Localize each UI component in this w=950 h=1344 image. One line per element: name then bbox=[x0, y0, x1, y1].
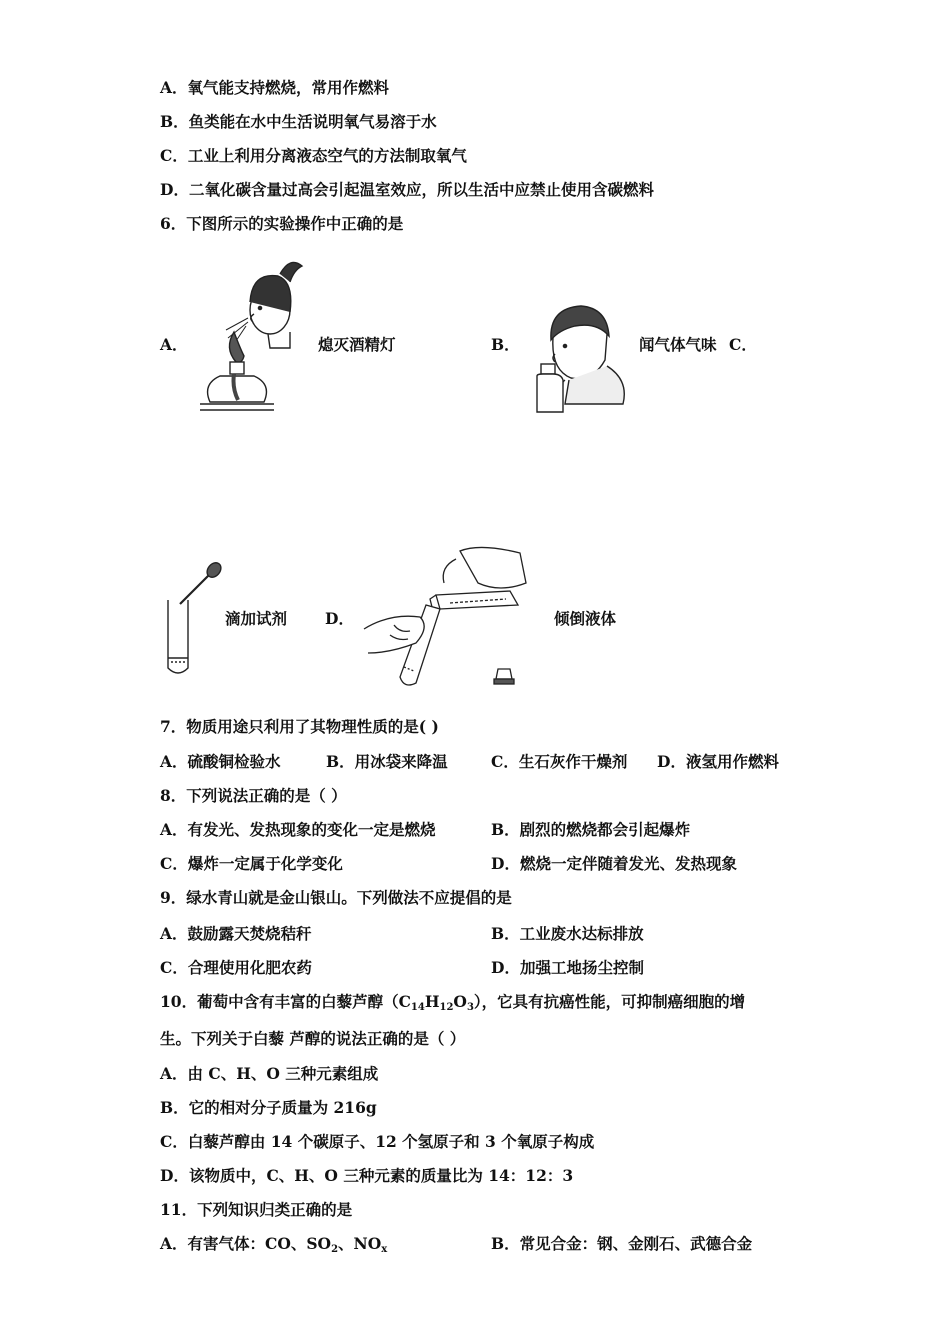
q10-sub-h: 12 bbox=[439, 1002, 454, 1013]
q11-stem: 11．下列知识归类正确的是 bbox=[160, 1200, 353, 1219]
q11-option-b: B．常见合金：钢、金刚石、武德合金 bbox=[491, 1234, 753, 1253]
q11-a-mid: 、NO bbox=[338, 1234, 382, 1253]
q6-b-letter: B． bbox=[491, 335, 520, 354]
q8-option-b: B．剧烈的燃烧都会引起爆炸 bbox=[491, 820, 691, 839]
q6-d-caption: 倾倒液体 bbox=[554, 609, 617, 628]
q10-stem-pre: 10．葡萄中含有丰富的白藜芦醇（C bbox=[160, 992, 411, 1011]
q6-c-letter: C． bbox=[729, 335, 757, 354]
q8-option-a: A．有发光、发热现象的变化一定是燃烧 bbox=[160, 820, 436, 839]
q7-option-a: A．硫酸铜检验水 bbox=[160, 752, 281, 771]
q8-option-c: C．爆炸一定属于化学变化 bbox=[160, 854, 343, 873]
q7-option-b: B．用冰袋来降温 bbox=[326, 752, 448, 771]
q6-stem: 6．下图所示的实验操作中正确的是 bbox=[160, 214, 404, 233]
q6-d-letter: D． bbox=[325, 609, 354, 628]
alcohol-lamp-blowing-figure bbox=[190, 252, 310, 417]
dropper-test-tube-figure bbox=[160, 560, 222, 680]
q9-stem: 9．绿水青山就是金山银山。下列做法不应提倡的是 bbox=[160, 888, 512, 907]
q6-b-caption: 闻气体气味 bbox=[639, 335, 717, 354]
q5-option-a: A．氧气能支持燃烧，常用作燃料 bbox=[160, 78, 390, 97]
smelling-gas-figure bbox=[535, 300, 630, 415]
q10-sub-o: 3 bbox=[466, 1002, 474, 1013]
q9-option-a: A．鼓励露天焚烧秸秆 bbox=[160, 924, 312, 943]
q11-a-pre: A．有害气体：CO、SO bbox=[160, 1234, 332, 1253]
q10-stem bbox=[160, 992, 745, 1012]
pouring-liquid-figure bbox=[360, 543, 530, 693]
q10-h: H bbox=[424, 992, 440, 1011]
q10-option-a: A．由 C、H、O 三种元素组成 bbox=[160, 1064, 379, 1083]
q10-stem-post: ），它具有抗癌性能，可抑制癌细胞的增 bbox=[473, 992, 746, 1011]
q10-o: O bbox=[453, 992, 467, 1011]
q9-option-b: B．工业废水达标排放 bbox=[491, 924, 644, 943]
q6-a-letter: A． bbox=[160, 335, 188, 354]
q5-option-c: C．工业上利用分离液态空气的方法制取氧气 bbox=[160, 146, 467, 165]
q7-option-c: C．生石灰作干燥剂 bbox=[491, 752, 628, 771]
q6-a-caption: 熄灭酒精灯 bbox=[318, 335, 396, 354]
q7-option-d: D．液氢用作燃料 bbox=[657, 752, 779, 771]
q10-stem-line2: 生。下列关于白藜 芦醇的说法正确的是（ ） bbox=[160, 1029, 466, 1048]
q7-stem: 7．物质用途只利用了其物理性质的是( ) bbox=[160, 717, 439, 736]
q8-option-d: D．燃烧一定伴随着发光、发热现象 bbox=[491, 854, 737, 873]
q5-option-d: D．二氧化碳含量过高会引起温室效应，所以生活中应禁止使用含碳燃料 bbox=[160, 180, 654, 199]
q10-option-b: B．它的相对分子质量为 216g bbox=[160, 1098, 377, 1117]
q6-c-caption: 滴加试剂 bbox=[225, 609, 288, 628]
q11-a-sub-2: 2 bbox=[331, 1244, 339, 1255]
q9-option-c: C．合理使用化肥农药 bbox=[160, 958, 312, 977]
q10-sub-c: 14 bbox=[410, 1002, 425, 1013]
q10-option-c: C．白藜芦醇由 14 个碳原子、12 个氢原子和 3 个氧原子构成 bbox=[160, 1132, 595, 1151]
q9-option-d: D．加强工地扬尘控制 bbox=[491, 958, 644, 977]
q8-stem: 8．下列说法正确的是（ ） bbox=[160, 786, 347, 805]
q11-a-sub-x: x bbox=[381, 1244, 388, 1255]
q10-option-d: D．该物质中，C、H、O 三种元素的质量比为 14：12：3 bbox=[160, 1166, 574, 1185]
q5-option-b: B．鱼类能在水中生活说明氧气易溶于水 bbox=[160, 112, 437, 131]
q11-option-a bbox=[160, 1234, 387, 1254]
